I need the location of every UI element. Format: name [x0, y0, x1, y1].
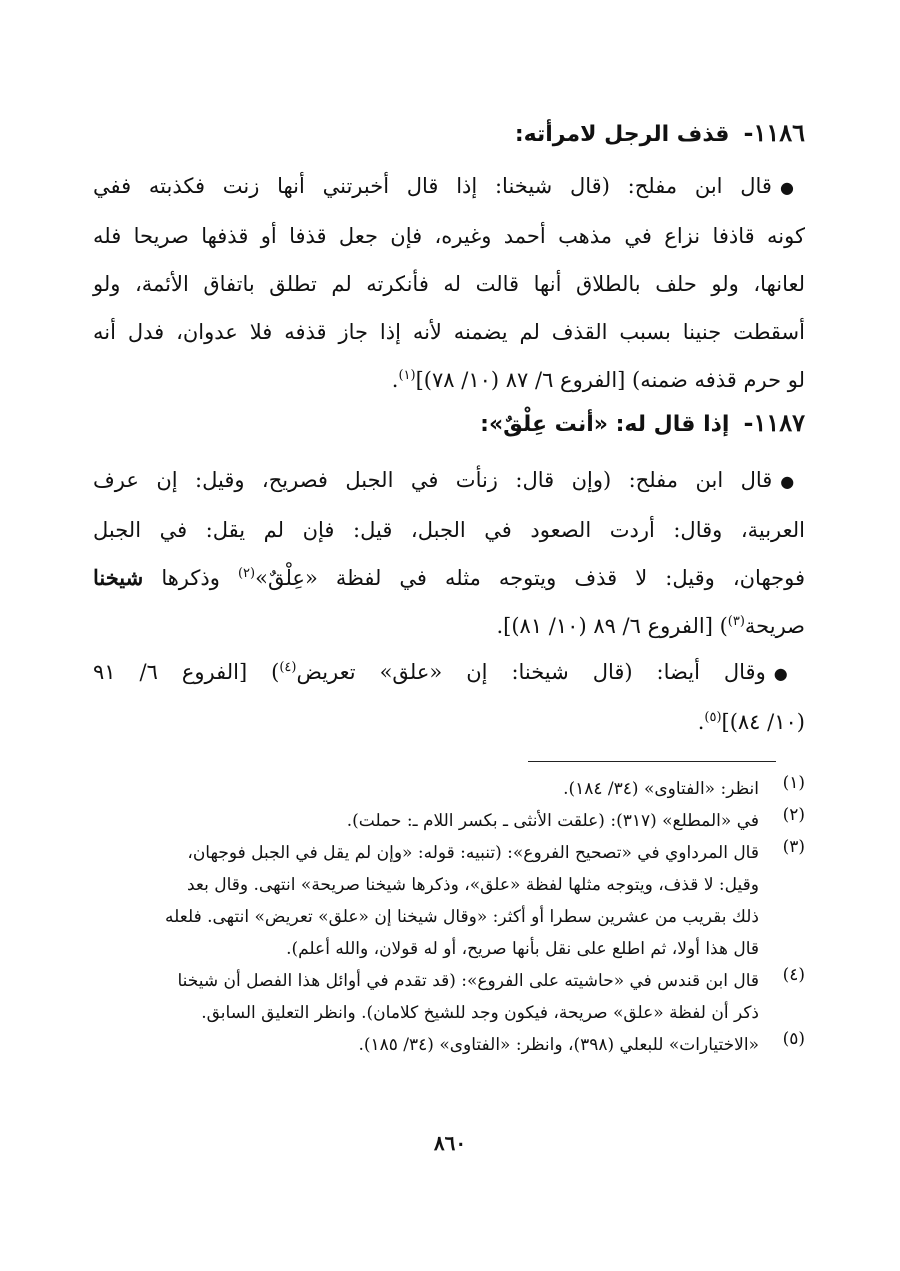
footnote-number: (٢) [782, 805, 805, 825]
footnote-ref: (١) [398, 368, 416, 383]
footnote-ref: (٥) [704, 710, 722, 725]
footnote-2 [93, 805, 805, 837]
footnote-number: (١) [782, 773, 805, 793]
footnote-line: ذلك بقريب من عشرين سطرا أو أكثر: «وقال شيخنا إن «علق» تعريض» انتهى. فلعله [165, 907, 759, 927]
bullet-icon: ● [780, 472, 805, 491]
footnote-line: انظر: «الفتاوى» (٣٤/ ١٨٤). [563, 779, 759, 799]
footnote-4 [93, 965, 805, 1029]
footnote-line: وقيل: لا قذف، ويتوجه مثلها لفظة «علق»، وذكرها شيخنا صريحة» انتهى. وقال بعد [186, 875, 759, 895]
section-number: ١١٨٧- [743, 408, 805, 437]
footnote-separator [528, 761, 776, 762]
text-line: لعانها، ولو حلف بالطلاق أنها قالت له فأنكرته لم تطلق باتفاق الأئمة، ولو [93, 272, 805, 296]
section-heading-1186 [515, 118, 805, 150]
bold-word: شيخنا [93, 565, 144, 590]
footnote-line: «الاختيارات» للبعلي (٣٩٨)، وانظر: «الفتاوى» (٣٤/ ١٨٥). [358, 1035, 759, 1055]
footnote-line: قال المرداوي في «تصحيح الفروع»: (تنبيه: قوله: «وإن لم يقل في الجبل فوجهان، [187, 843, 759, 863]
bullet-icon: ● [779, 178, 805, 197]
footnote-5 [93, 1029, 805, 1061]
footnote-3 [93, 837, 805, 965]
section-title: إذا قال له: «أنت عِلْقٌ»: [480, 412, 730, 437]
text-line: أسقطت جنينا بسبب القذف لم يضمنه لأنه إذا جاز قذفه فلا عدوان، فدل أنه [93, 320, 805, 344]
paragraph-1187-b [93, 648, 805, 746]
footnote-line: قال ابن قندس في «حاشيته على الفروع»: (قد تقدم في أوائل هذا الفصل أن شيخنا [177, 971, 759, 991]
footnote-number: (٥) [782, 1029, 805, 1049]
text-line: كونه قاذفا نزاع في مذهب أحمد وغيره، فإن جعل قذفا أو قذفها صريحا فله [93, 224, 805, 248]
text-line: ●وقال أيضا: (قال شيخنا: إن «علق» تعريض$^{(٤)}$) [الفروع ٦/ ٩١ [93, 660, 805, 684]
page-number: ٨٦٠ [433, 1131, 467, 1155]
text-line: ●قال ابن مفلح: (وإن قال: زنأت في الجبل فصريح، وقيل: إن عرف [93, 468, 805, 492]
footnote-number: (٣) [782, 837, 805, 857]
footnote-ref: (٢) [237, 566, 256, 581]
footnote-line: ذكر أن لفظة «علق» صريحة، فيكون وجد للشيخ كلامان). وانظر التعليق السابق. [201, 1003, 759, 1023]
text-line: لو حرم قذفه ضمنه) [الفروع ٦/ ٨٧ (١٠/ ٧٨)]$^{(١)}$. [391, 368, 805, 392]
bullet-icon: ● [773, 664, 805, 683]
paragraph-1186 [93, 162, 805, 404]
footnote-number: (٤) [782, 965, 805, 985]
footnote-line: في «المطلع» (٣١٧): (علقت الأنثى ـ بكسر اللام ـ: حملت). [346, 811, 759, 831]
text-line: ●قال ابن مفلح: (قال شيخنا: إذا قال أخبرتني أنها زنت فكذبته ففي [93, 174, 805, 198]
text-line: صريحة$^{(٣)}$) [الفروع ٦/ ٨٩ (١٠/ ٨١)]. [496, 614, 805, 638]
section-number: ١١٨٦- [743, 118, 805, 147]
text-line: العربية، وقال: أردت الصعود في الجبل، قيل: فإن لم يقل: في الجبل [93, 518, 805, 542]
footnote-ref: (٤) [279, 660, 297, 675]
footnote-ref: (٣) [727, 614, 745, 629]
footnotes [93, 773, 805, 1061]
text-line: (١٠/ ٨٤)]$^{(٥)}$. [697, 710, 805, 734]
footnote-line: قال هذا أولا، ثم اطلع على نقل بأنها صريح، أو له قولان، والله أعلم). [286, 939, 759, 959]
paragraph-1187-a [93, 456, 805, 650]
section-heading-1187 [480, 408, 805, 440]
text-line: فوجهان، وقيل: لا قذف ويتوجه مثله في لفظة «عِلْقٌ»$^{(٢)}$ وذكرها شيخنا [93, 565, 805, 590]
footnote-1 [93, 773, 805, 805]
section-title: قذف الرجل لامرأته: [514, 122, 730, 147]
